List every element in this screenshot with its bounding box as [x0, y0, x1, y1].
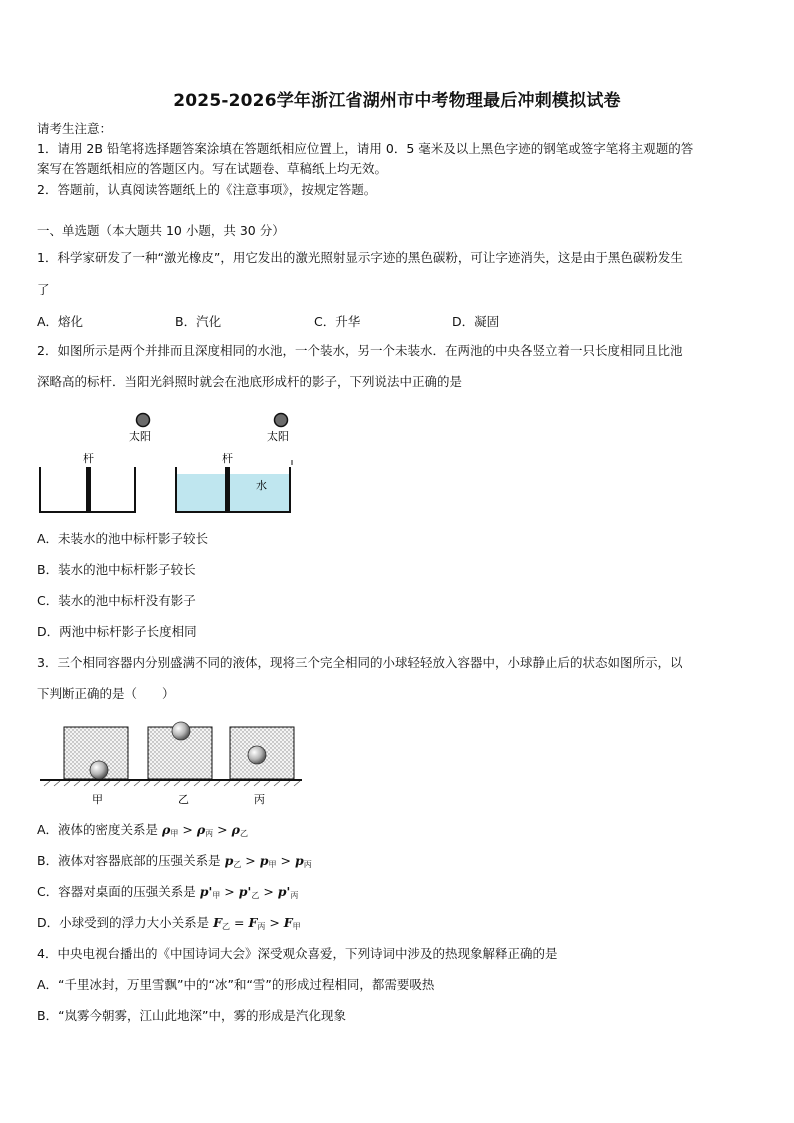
notice-heading: 请考生注意：	[37, 121, 113, 136]
q2-option-b: B．装水的池中标杆影子较长	[37, 562, 196, 577]
q2-option-d: D．两池中标杆影子长度相同	[37, 624, 197, 639]
label-bing: 丙	[254, 794, 265, 806]
q4-option-b: B．“岚雾今朝雾，江山此地深”中，雾的形成是汽化现象	[37, 1008, 347, 1023]
containers-figure	[38, 715, 304, 807]
water-label: 水	[256, 480, 267, 492]
sun-right-label: 太阳	[267, 431, 289, 443]
label-yi: 乙	[178, 794, 189, 806]
sun-right-icon	[275, 414, 288, 427]
q1-option-d: D．凝固	[452, 314, 500, 329]
notice-line-1-cont: 案写在答题纸相应的答题区内。写在试题卷、草稿纸上均无效。	[37, 161, 388, 176]
sun-left-label: 太阳	[129, 431, 151, 443]
q1-option-a: A．熔化	[37, 314, 84, 329]
q3-option-a: A．液体的密度关系是 $\rho_甲 > \rho_丙 > \rho_乙$	[37, 822, 248, 838]
pole-left	[86, 467, 91, 512]
ball-jia	[90, 761, 108, 779]
page-title: 2025-2026学年浙江省湖州市中考物理最后冲刺模拟试卷	[173, 91, 621, 111]
question-3-stem-cont: 下判断正确的是（ ）	[37, 686, 175, 701]
notice-line-1: 1．请用 2B 铅笔将选择题答案涂填在答题纸相应位置上，请用 0．5 毫米及以上黑色字迹的钢笔或签字笔将主观题的答	[37, 141, 694, 156]
pole-right-label: 杆	[222, 453, 233, 465]
question-2-stem: 2．如图所示是两个并排而且深度相同的水池，一个装水，另一个未装水．在两池的中央各竖立着一只长度相同且比池	[37, 343, 683, 358]
question-4-stem: 4．中央电视台播出的《中国诗词大会》深受观众喜爱，下列诗词中涉及的热现象解释正确的是	[37, 946, 558, 961]
question-1-stem: 1．科学家研发了一种“激光橡皮”，用它发出的激光照射显示字迹的黑色碳粉，可让字迹消失，这是由于黑色碳粉发生	[37, 250, 683, 265]
section-heading: 一、单选题（本大题共 10 小题，共 30 分）	[37, 223, 285, 238]
notice-line-2: 2．答题前，认真阅读答题纸上的《注意事项》，按规定答题。	[37, 182, 377, 197]
sun-left-icon	[137, 414, 150, 427]
q1-option-c: C．升华	[314, 314, 361, 329]
q1-option-b: B．汽化	[175, 314, 222, 329]
q3-option-d: D．小球受到的浮力大小关系是 $F_乙 = F_丙 > F_甲$	[37, 915, 301, 931]
q2-option-a: A．未装水的池中标杆影子较长	[37, 531, 209, 546]
q3-option-c: C．容器对桌面的压强关系是 $p'_甲 > p'_乙 > p'_丙$	[37, 884, 299, 900]
pole-left-label: 杆	[83, 453, 94, 465]
question-3-stem: 3．三个相同容器内分别盛满不同的液体，现将三个完全相同的小球轻轻放入容器中，小球静止后的状态如图所示，以	[37, 655, 683, 670]
pole-right	[225, 467, 230, 512]
label-jia: 甲	[92, 794, 103, 806]
pools-figure	[37, 405, 299, 517]
ball-bing	[248, 746, 266, 764]
ball-yi	[172, 722, 190, 740]
q3-option-b: B．液体对容器底部的压强关系是 $p_乙 > p_甲 > p_丙$	[37, 853, 312, 869]
table-hatching	[44, 781, 300, 786]
question-2-stem-cont: 深略高的标杆．当阳光斜照时就会在池底形成杆的影子，下列说法中正确的是	[37, 374, 463, 389]
question-1-stem-cont: 了	[37, 282, 50, 297]
q2-option-c: C．装水的池中标杆没有影子	[37, 593, 196, 608]
q4-option-a: A．“千里冰封，万里雪飘”中的“冰”和“雪”的形成过程相同，都需要吸热	[37, 977, 435, 992]
water-fill	[176, 474, 290, 512]
